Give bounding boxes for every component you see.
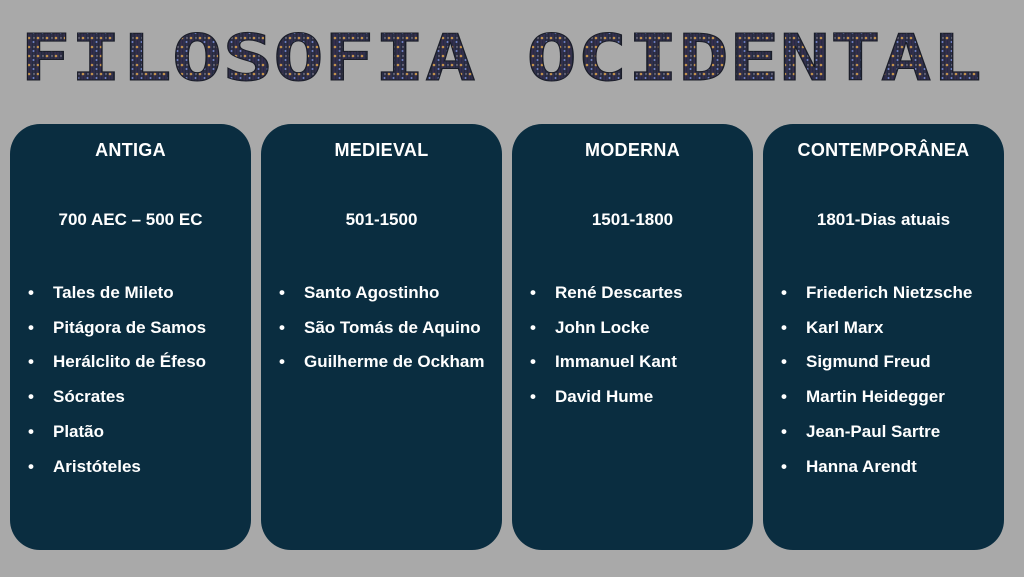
philosopher-item: • Hanna Arendt (806, 450, 996, 485)
era-period: 700 AEC – 500 EC (58, 210, 203, 229)
philosopher-list (763, 276, 996, 484)
philosopher-item: • Santo Agostinho (304, 276, 494, 311)
philosopher-item: • Herálclito de Éfeso (53, 345, 243, 380)
philosopher-item: • Friederich Nietzsche (806, 276, 996, 311)
philosopher-item: • René Descartes (555, 276, 745, 311)
page-title-graphic (0, 18, 1024, 88)
era-heading: ANTIGA (95, 140, 166, 160)
philosopher-item: • Immanuel Kant (555, 345, 745, 380)
philosopher-list (512, 276, 745, 415)
philosopher-item: • David Hume (555, 380, 745, 415)
era-card-antiga (10, 124, 251, 550)
philosopher-item: • Platão (53, 415, 243, 450)
era-period: 1801-Dias atuais (816, 210, 951, 229)
era-period: 501-1500 (345, 210, 418, 229)
philosopher-item: • Tales de Mileto (53, 276, 243, 311)
philosopher-list (261, 276, 494, 380)
philosopher-item: • Sócrates (53, 380, 243, 415)
philosopher-item: • John Locke (555, 311, 745, 346)
eras-grid (0, 124, 1024, 550)
era-card-contemporanea (763, 124, 1004, 550)
philosopher-item: • Guilherme de Ockham (304, 345, 494, 380)
era-heading: MEDIEVAL (334, 140, 429, 160)
philosopher-item: • Sigmund Freud (806, 345, 996, 380)
era-heading: CONTEMPORÂNEA (797, 140, 970, 160)
era-card-medieval (261, 124, 502, 550)
philosopher-item: • Karl Marx (806, 311, 996, 346)
philosopher-item: • São Tomás de Aquino (304, 311, 494, 346)
page-title-banner (0, 18, 1024, 88)
era-period: 1501-1800 (591, 210, 674, 229)
page-title: FILOSOFIA OCIDENTAL (20, 22, 982, 88)
philosopher-item: • Aristóteles (53, 450, 243, 485)
era-card-moderna (512, 124, 753, 550)
era-heading: MODERNA (584, 140, 681, 160)
philosopher-item: • Jean-Paul Sartre (806, 415, 996, 450)
philosopher-list (10, 276, 243, 484)
philosopher-item: • Pitágora de Samos (53, 311, 243, 346)
philosopher-item: • Martin Heidegger (806, 380, 996, 415)
